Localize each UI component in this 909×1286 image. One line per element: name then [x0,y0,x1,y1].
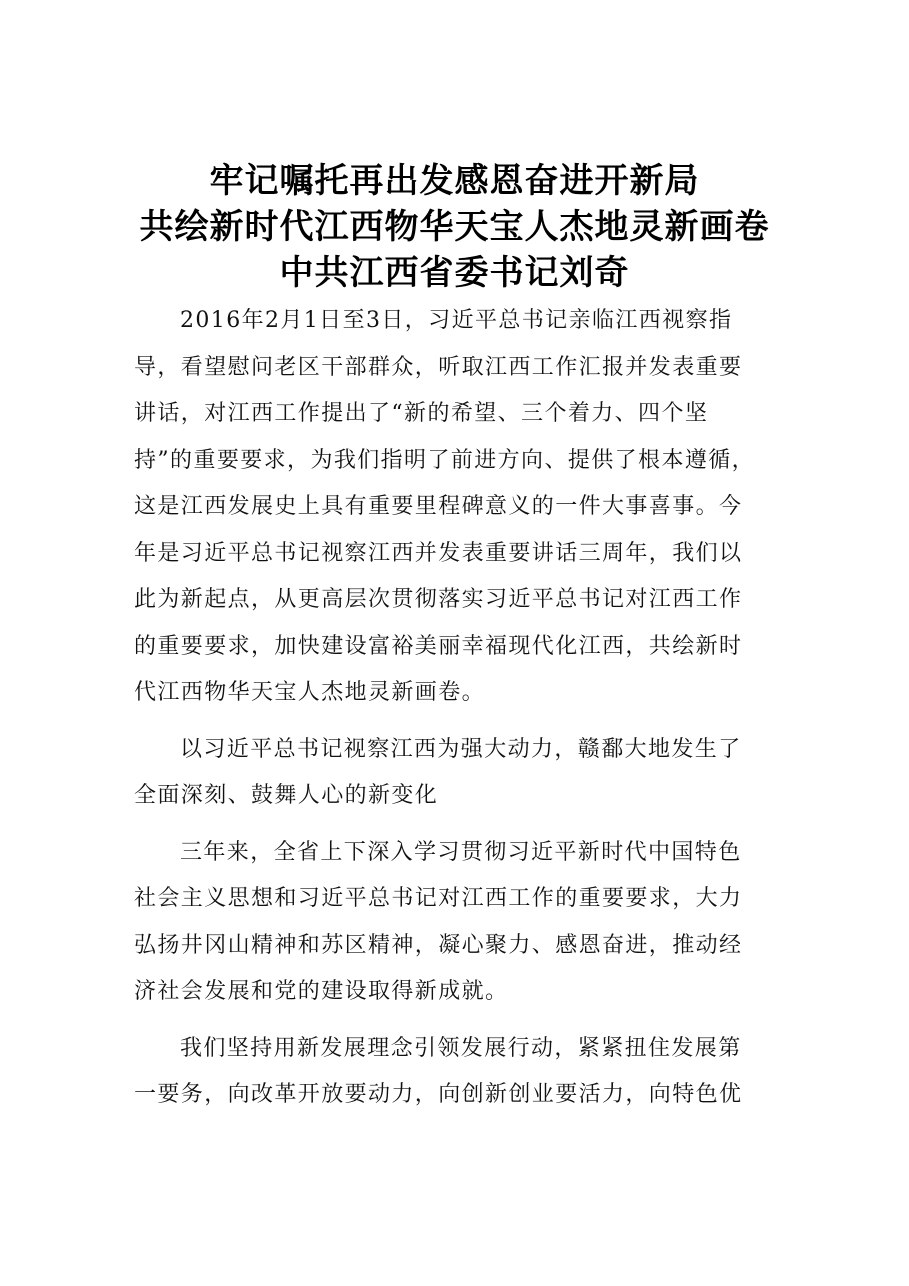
paragraph-1 [134,298,774,717]
title-line-3-author: 中共江西省委书记刘奇 [279,253,630,293]
title-line-1: 牢记嘱托再出发感恩奋进开新局 [209,161,700,201]
paragraph-line: 弘扬井冈山精神和苏区精神，凝心聚力、感恩奋进，推动经 [134,932,743,958]
title-line-2: 共绘新时代江西物华天宝人杰地灵新画卷 [139,207,770,247]
paragraph-line: 三年来，全省上下深入学习贯彻习近平新时代中国特色 [180,839,742,865]
paragraph-line: 一要务，向改革开放要动力，向创新创业要活力，向特色优 [134,1082,743,1107]
paragraph-line: 社会主义思想和习近平总书记对江西工作的重要要求，大力 [134,886,743,911]
paragraph-2-heading [134,727,774,820]
paragraph-line: 的重要要求，加快建设富裕美丽幸福现代化江西，共绘新时 [134,633,743,659]
paragraph-line: 我们坚持用新发展理念引领发展行动，紧紧扭住发展第 [180,1035,742,1061]
paragraph-gap [134,820,774,830]
paragraph-line: 济社会发展和党的建设取得新成就。 [134,979,509,1004]
paragraph-line: 导，看望慰问老区干部群众，听取江西工作汇报并发表重要 [134,354,743,380]
paragraph-gap [134,717,774,727]
paragraph-line: 代江西物华天宝人杰地灵新画卷。 [134,680,486,705]
paragraph-line: 讲话，对江西工作提出了“新的希望、三个着力、四个坚 [134,401,709,426]
paragraph-line: 以习近平总书记视察江西为强大动力，赣鄱大地发生了 [180,736,742,762]
paragraph-line: 持”的重要要求，为我们指明了前进方向、提供了根本遵循， [134,447,756,473]
paragraph-line: 年是习近平总书记视察江西并发表重要讲话三周年，我们以 [134,540,743,566]
paragraph-line: 全面深刻、鼓舞人心的新变化 [134,783,439,808]
paragraph-4 [134,1026,774,1119]
paragraph-line: 这是江西发展史上具有重要里程碑意义的一件大事喜事。今 [134,494,743,519]
paragraph-gap [134,1016,774,1026]
paragraph-line: 2016年2月1日至3日，习近平总书记亲临江西视察指 [180,308,733,333]
document-title [0,158,909,296]
document-body [134,298,774,1119]
paragraph-3 [134,830,774,1016]
paragraph-line: 此为新起点，从更高层次贯彻落实习近平总书记对江西工作 [134,587,743,612]
